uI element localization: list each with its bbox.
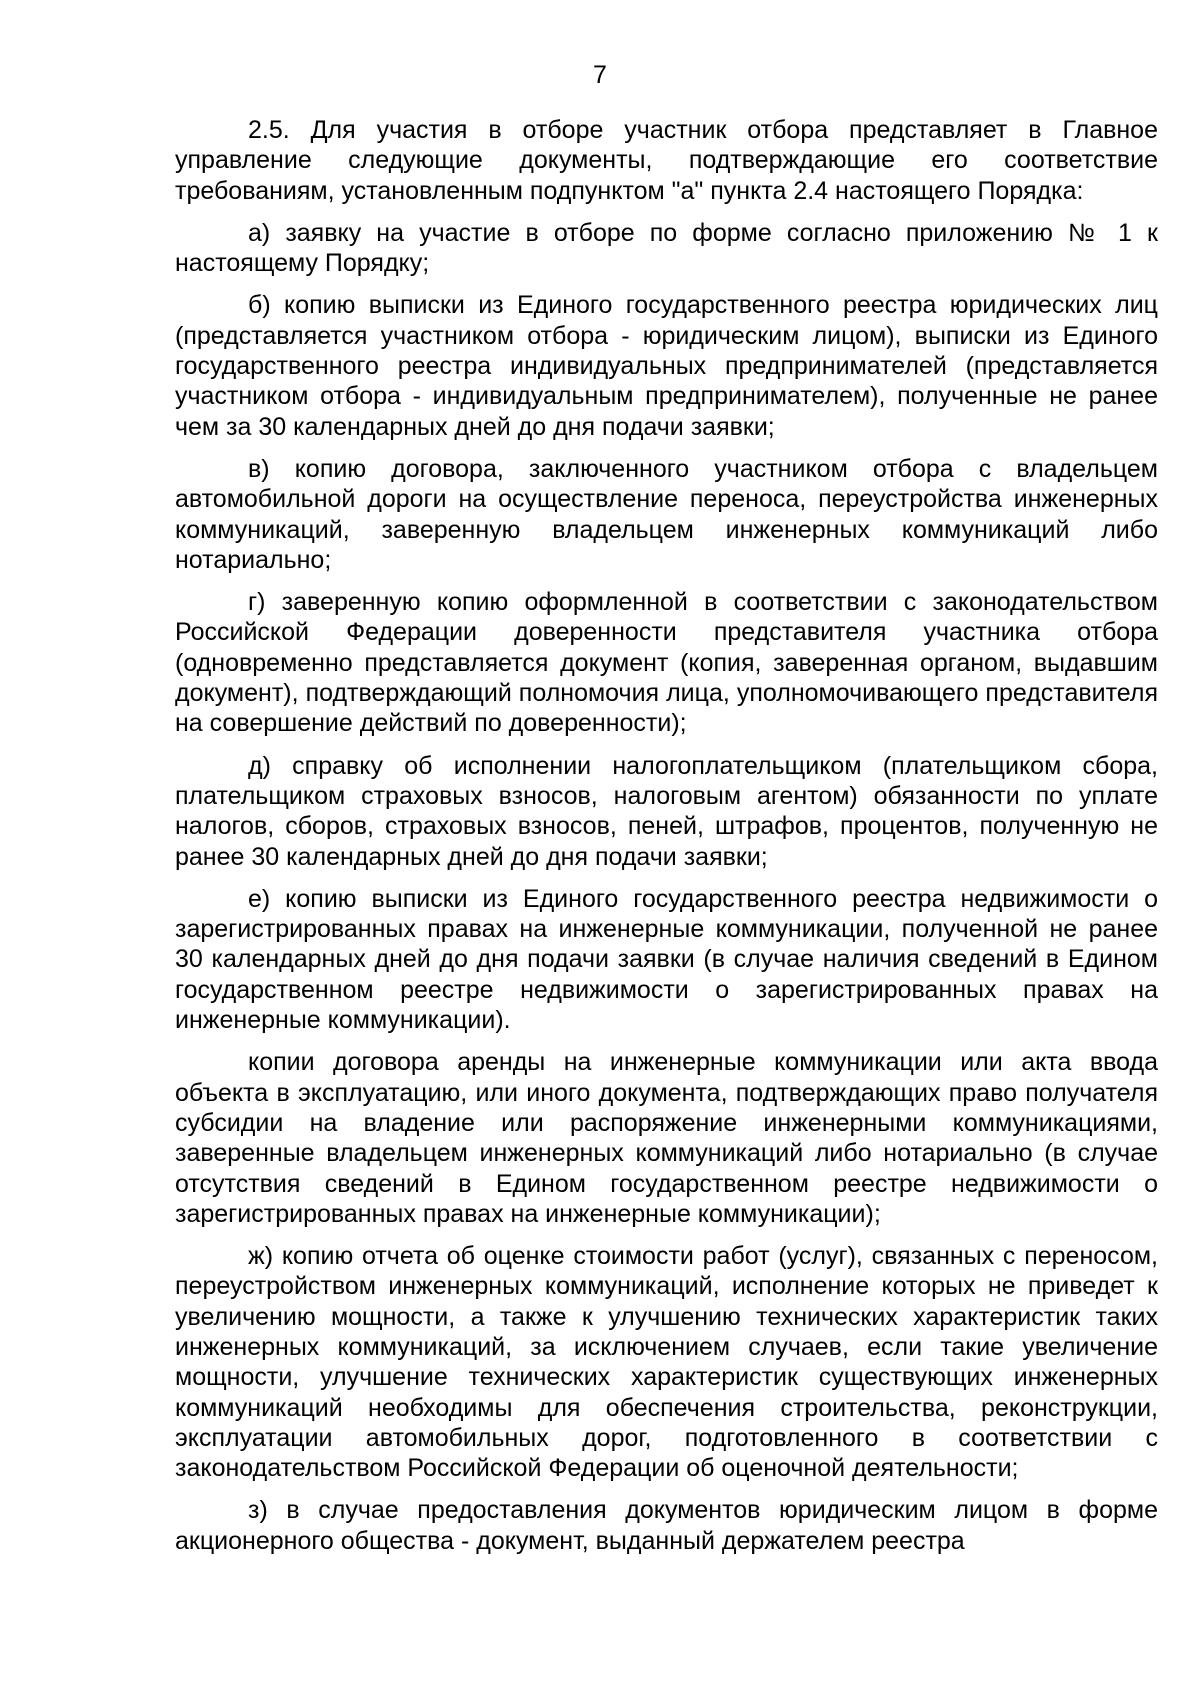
paragraph-zh: ж) копию отчета об оценке стоимости работ (услуг), связанных с переносом, переустройством инженерных коммуникаций, исполнение которых не приведет к увеличению мощности, а также к улучшению технических характеристик таких инженерных коммуникаций, за исключением случаев, если такие увеличение мощности, улучшение технических характеристик существующих инженерных коммуникаций необходимы для обеспечения строительства, реконструкции, эксплуатации автомобильных дорог, подготовленного в соответствии с законодательством Российской Федерации об оценочной деятельности;: [175, 1242, 1158, 1483]
paragraph-g: г) заверенную копию оформленной в соответствии с законодательством Российской Федерации доверенности представителя участника отбора (одновременно представляется документ (копия, заверенная органом, выдавшим документ), подтверждающий полномочия лица, уполномочивающего представителя на совершение действий по доверенности);: [175, 588, 1158, 738]
paragraph-z: з) в случае предоставления документов юридическим лицом в форме акционерного общества - документ, выданный держателем реестра: [175, 1496, 1158, 1555]
paragraph-b: б) копию выписки из Единого государственного реестра юридических лиц (представляется участником отбора - юридическим лицом), выписки из Единого государственного реестра индивидуальных предпринимателей (представляется участником отбора - индивидуальным предпринимателем), полученные не ранее чем за 30 календарных дней до дня подачи заявки;: [175, 291, 1158, 441]
paragraph-2-5: 2.5. Для участия в отборе участник отбора представляет в Главное управление следующие документы, подтверждающие его соответствие требованиям, установленным подпунктом "а" пункта 2.4 настоящего Порядка:: [175, 116, 1158, 205]
page-number: 7: [593, 61, 607, 89]
paragraph-copies: копии договора аренды на инженерные коммуникации или акта ввода объекта в эксплуатацию, или иного документа, подтверждающих право получателя субсидии на владение или распоряжение инженерными коммуникациями, заверенные владельцем инженерных коммуникаций либо нотариально (в случае отсутствия сведений в Едином государственном реестре недвижимости о зарегистрированных правах на инженерные коммуникации);: [175, 1048, 1158, 1228]
paragraph-e: е) копию выписки из Единого государственного реестра недвижимости о зарегистрированных правах на инженерные коммуникации, полученной не ранее 30 календарных дней до дня подачи заявки (в случае наличия сведений в Едином государственном реестре недвижимости о зарегистрированных правах на инженерные коммуникации).: [175, 884, 1158, 1035]
paragraph-v: в) копию договора, заключенного участником отбора с владельцем автомобильной дороги на осуществление переноса, переустройства инженерных коммуникаций, заверенную владельцем инженерных коммуникаций либо нотариально;: [175, 454, 1158, 574]
document-body: [175, 115, 1158, 1556]
paragraph-a: а) заявку на участие в отборе по форме согласно приложению № 1 к настоящему Порядку;: [175, 218, 1158, 278]
paragraph-d: д) справку об исполнении налогоплательщиком (плательщиком сбора, плательщиком страховых взносов, налоговым агентом) обязанности по уплате налогов, сборов, страховых взносов, пеней, штрафов, процентов, полученную не ранее 30 календарных дней до дня подачи заявки;: [175, 751, 1158, 871]
